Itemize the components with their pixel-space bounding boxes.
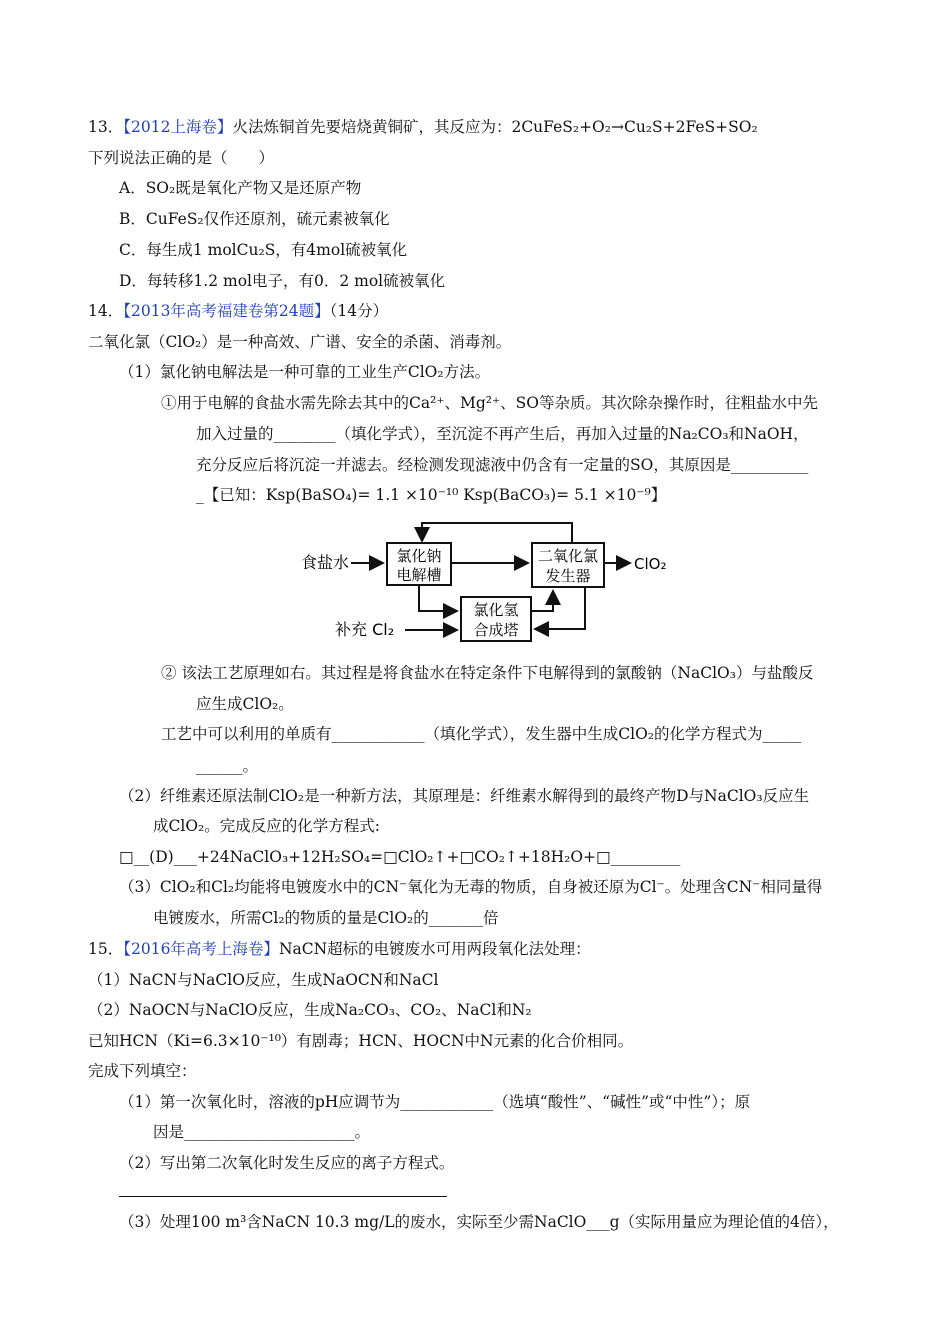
q14-part1-iii-line1: 工艺中可以利用的单质有____________（填化学式），发生器中生成ClO₂的化学方程式为_____ xyxy=(161,725,802,743)
q14-part1-i-line3: 充分反应后将沉淀一并滤去。经检测发现滤液中仍含有一定量的SO，其原因是__________ xyxy=(196,456,809,474)
q15-step2: （2）NaOCN与NaClO反应，生成Na₂CO₃、CO₂、NaCl和N₂ xyxy=(88,1001,532,1019)
svg-text:发生器: 发生器 xyxy=(545,567,591,585)
q14-intro: 二氧化氯（ClO₂）是一种高效、广谱、安全的杀菌、消毒剂。 xyxy=(88,333,512,351)
q14-part1-i-line4: _【已知：Ksp(BaSO₄)= 1.1 ×10⁻¹⁰ Ksp(BaCO₃)= 5.1 ×10⁻⁹】 xyxy=(196,486,667,504)
q14-part1-i-line2: 加入过量的________（填化学式），至沉淀不再产生后，再加入过量的Na₂CO₃和NaOH， xyxy=(196,425,809,443)
q13-source: 【2012上海卷】 xyxy=(123,118,233,136)
svg-text:合成塔: 合成塔 xyxy=(473,621,519,639)
q14-part2-line2: 成ClO₂。完成反应的化学方程式: xyxy=(153,817,380,835)
q13-option-b: B．CuFeS₂仅作还原剂，硫元素被氧化 xyxy=(119,210,390,228)
q15-fill2: （2）写出第二次氧化时发生反应的离子方程式。 xyxy=(119,1154,455,1172)
q13-option-c: C．每生成1 molCu₂S，有4mol硫被氧化 xyxy=(119,241,408,259)
q15-known: 已知HCN（Ki=6.3×10⁻¹⁰）有剧毒；HCN、HOCN中N元素的化合价相同。 xyxy=(88,1032,634,1050)
q14-part3-line1: （3）ClO₂和Cl₂均能将电镀废水中的CN⁻氧化为无毒的物质，自身被还原为Cl⁻。处理含CN⁻相同量得 xyxy=(119,878,823,896)
box1-to-box3-arrow xyxy=(419,585,457,611)
svg-text:氯化钠: 氯化钠 xyxy=(396,547,442,565)
svg-text:二氧化氯: 二氧化氯 xyxy=(537,547,599,565)
q14-part3-line2: 电镀废水，所需Cl₂的物质的量是ClO₂的_______倍 xyxy=(153,909,499,927)
process-diagram xyxy=(295,515,690,650)
input-cl2-label: 补充 Cl₂ xyxy=(335,620,395,639)
q14-part2-equation: □__(D)___+24NaClO₃+12H₂SO₄=□ClO₂↑+□CO₂↑+18H₂O+□_________ xyxy=(119,848,681,866)
q14-part1-iii-line2: ______。 xyxy=(196,757,259,775)
q13-stem: 13．【2012上海卷】火法炼铜首先要焙烧黄铜矿，其反应为：2CuFeS₂+O₂→Cu₂S+2FeS+SO₂ xyxy=(88,118,758,136)
q14-heading: 14．【2013年高考福建卷第24题】（14分） xyxy=(88,302,389,320)
box2-to-box3-arrow xyxy=(535,587,585,629)
q14-source: 【2013年高考福建卷第24题】 xyxy=(123,302,330,320)
q15-fill3: （3）处理100 m³含NaCN 10.3 mg/L的废水，实际至少需NaClO___g（实际用量应为理论值的4倍）， xyxy=(119,1213,839,1231)
q14-part2-line1: （2）纤维素还原法制ClO₂是一种新方法，其原理是：纤维素水解得到的最终产物D与NaClO₃反应生 xyxy=(119,787,810,805)
q14-part1-ii-line1: ② 该法工艺原理如右。其过程是将食盐水在特定条件下电解得到的氯酸钠（NaClO₃）与盐酸反 xyxy=(161,664,814,682)
input-salt-label: 食盐水 xyxy=(301,553,350,572)
output-label: ClO₂ xyxy=(634,555,667,573)
recycle-arrow xyxy=(422,523,572,543)
box3-to-box2-arrow xyxy=(531,591,553,611)
svg-text:电解槽: 电解槽 xyxy=(396,566,442,584)
q13-option-d: D．每转移1.2 mol电子，有0．2 mol硫被氧化 xyxy=(119,272,446,290)
q13-question: 下列说法正确的是（ ） xyxy=(88,149,275,167)
q15-source: 【2016年高考上海卷】 xyxy=(123,940,279,958)
q15-step1: （1）NaCN与NaClO反应，生成NaOCN和NaCl xyxy=(88,971,439,989)
q14-part1-ii-line2: 应生成ClO₂。 xyxy=(196,695,294,713)
q15-fill1-line1: （1）第一次氧化时，溶液的pH应调节为____________（选填“酸性”、“碱性”或“中性”）；原 xyxy=(119,1093,751,1111)
q15-instruction: 完成下列填空： xyxy=(88,1062,197,1080)
q14-part1: （1）氯化钠电解法是一种可靠的工业生产ClO₂方法。 xyxy=(119,363,491,381)
q13-equation: 2CuFeS₂+O₂→Cu₂S+2FeS+SO₂ xyxy=(511,118,758,136)
q15-answer-line xyxy=(119,1196,447,1197)
q13-option-a: A．SO₂既是氧化产物又是还原产物 xyxy=(119,179,362,197)
q15-fill1-line2: 因是______________________。 xyxy=(153,1123,371,1141)
q15-heading: 15．【2016年高考上海卷】NaCN超标的电镀废水可用两段氧化法处理： xyxy=(88,940,591,958)
q14-part1-i-line1: ①用于电解的食盐水需先除去其中的Ca²⁺、Mg²⁺、SO等杂质。其次除杂操作时，往粗盐水中先 xyxy=(161,394,819,412)
svg-text:氯化氢: 氯化氢 xyxy=(473,601,519,619)
